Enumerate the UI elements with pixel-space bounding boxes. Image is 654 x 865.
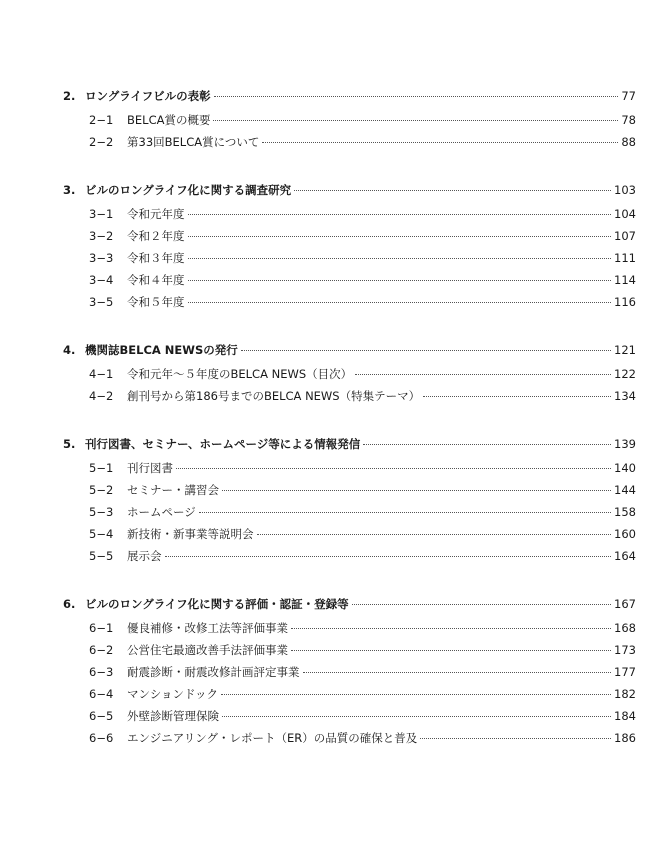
entry-page-number: 114 <box>614 273 636 287</box>
toc-chapter-row <box>63 342 636 366</box>
dot-leader <box>176 468 611 469</box>
entry-page-number: 111 <box>614 251 636 265</box>
entry-number: 5−3 <box>89 505 114 519</box>
entry-title: 令和５年度 <box>127 295 185 309</box>
toc-entry-row <box>63 388 636 410</box>
entry-title: 展示会 <box>127 549 162 563</box>
entry-title: 優良補修・改修工法等評価事業 <box>127 621 288 635</box>
chapter-title: 刊行図書、セミナー、ホームページ等による情報発信 <box>85 437 361 451</box>
chapter-page-number: 121 <box>614 343 636 357</box>
toc-chapter-row <box>63 182 636 206</box>
dot-leader <box>355 374 611 375</box>
entry-number: 5−2 <box>89 483 114 497</box>
toc-entry-row <box>63 294 636 316</box>
entry-page-number: 182 <box>614 687 636 701</box>
entry-number: 3−3 <box>89 251 114 265</box>
entry-number: 6−3 <box>89 665 114 679</box>
toc-chapter-row <box>63 596 636 620</box>
entry-number: 5−5 <box>89 549 114 563</box>
toc-section <box>63 182 636 316</box>
toc-section <box>63 436 636 570</box>
entry-title: 令和元年度 <box>127 207 185 221</box>
entry-number: 2−2 <box>89 135 114 149</box>
entry-title: BELCA賞の概要 <box>127 113 211 127</box>
entry-number: 3−1 <box>89 207 114 221</box>
toc-entry-row <box>63 482 636 504</box>
entry-page-number: 158 <box>614 505 636 519</box>
dot-leader <box>222 716 611 717</box>
chapter-number: 6. <box>63 597 76 611</box>
dot-leader <box>188 302 612 303</box>
dot-leader <box>188 258 612 259</box>
toc-chapter-row <box>63 88 636 112</box>
chapter-number: 4. <box>63 343 76 357</box>
entry-title: 令和３年度 <box>127 251 185 265</box>
dot-leader <box>352 604 611 605</box>
entry-title: セミナー・講習会 <box>127 483 219 497</box>
entry-number: 6−1 <box>89 621 114 635</box>
toc-entry-row <box>63 664 636 686</box>
entry-number: 4−2 <box>89 389 114 403</box>
table-of-contents <box>63 88 636 778</box>
dot-leader <box>188 236 612 237</box>
toc-entry-row <box>63 548 636 570</box>
toc-entry-row <box>63 272 636 294</box>
chapter-number: 2. <box>63 89 76 103</box>
entry-page-number: 164 <box>614 549 636 563</box>
dot-leader <box>291 650 611 651</box>
entry-title: 刊行図書 <box>127 461 173 475</box>
dot-leader <box>420 738 611 739</box>
entry-page-number: 104 <box>614 207 636 221</box>
toc-entry-row <box>63 366 636 388</box>
entry-title: 創刊号から第186号までのBELCA NEWS（特集テーマ） <box>127 389 421 403</box>
chapter-page-number: 103 <box>614 183 636 197</box>
dot-leader <box>363 444 611 445</box>
toc-entry-row <box>63 250 636 272</box>
entry-number: 3−5 <box>89 295 114 309</box>
entry-page-number: 184 <box>614 709 636 723</box>
toc-entry-row <box>63 620 636 642</box>
entry-title: エンジニアリング・レポート（ER）の品質の確保と普及 <box>127 731 418 745</box>
dot-leader <box>188 280 612 281</box>
entry-page-number: 160 <box>614 527 636 541</box>
toc-entry-row <box>63 112 636 134</box>
dot-leader <box>188 214 612 215</box>
dot-leader <box>291 628 611 629</box>
entry-title: 令和元年～５年度のBELCA NEWS（目次） <box>127 367 353 381</box>
dot-leader <box>423 396 611 397</box>
chapter-title: ビルのロングライフ化に関する調査研究 <box>85 183 292 197</box>
entry-page-number: 78 <box>621 113 636 127</box>
entry-page-number: 116 <box>614 295 636 309</box>
entry-title: 令和２年度 <box>127 229 185 243</box>
entry-number: 4−1 <box>89 367 114 381</box>
entry-title: 公営住宅最適改善手法評価事業 <box>127 643 288 657</box>
toc-entry-row <box>63 134 636 156</box>
toc-section <box>63 342 636 410</box>
dot-leader <box>257 534 612 535</box>
entry-page-number: 107 <box>614 229 636 243</box>
chapter-number: 5. <box>63 437 76 451</box>
chapter-title: ビルのロングライフ化に関する評価・認証・登録等 <box>85 597 349 611</box>
toc-entry-row <box>63 504 636 526</box>
dot-leader <box>262 142 618 143</box>
toc-entry-row <box>63 460 636 482</box>
toc-entry-row <box>63 228 636 250</box>
entry-title: マンションドック <box>127 687 219 701</box>
entry-page-number: 134 <box>614 389 636 403</box>
entry-number: 6−6 <box>89 731 114 745</box>
toc-section <box>63 88 636 156</box>
dot-leader <box>213 120 618 121</box>
entry-number: 5−4 <box>89 527 114 541</box>
entry-page-number: 122 <box>614 367 636 381</box>
chapter-page-number: 167 <box>614 597 636 611</box>
entry-number: 6−4 <box>89 687 114 701</box>
chapter-title: 機関誌BELCA NEWSの発行 <box>85 343 238 357</box>
chapter-page-number: 77 <box>621 89 636 103</box>
entry-title: 第33回BELCA賞について <box>127 135 260 149</box>
entry-number: 6−2 <box>89 643 114 657</box>
entry-title: 外壁診断管理保険 <box>127 709 219 723</box>
entry-title: 令和４年度 <box>127 273 185 287</box>
entry-number: 6−5 <box>89 709 114 723</box>
toc-entry-row <box>63 730 636 752</box>
dot-leader <box>214 96 619 97</box>
dot-leader <box>221 694 611 695</box>
entry-page-number: 88 <box>621 135 636 149</box>
dot-leader <box>199 512 611 513</box>
dot-leader <box>241 350 611 351</box>
entry-page-number: 144 <box>614 483 636 497</box>
dot-leader <box>294 190 611 191</box>
entry-title: 耐震診断・耐震改修計画評定事業 <box>127 665 300 679</box>
entry-number: 2−1 <box>89 113 114 127</box>
entry-page-number: 186 <box>614 731 636 745</box>
entry-page-number: 173 <box>614 643 636 657</box>
entry-number: 3−4 <box>89 273 114 287</box>
toc-chapter-row <box>63 436 636 460</box>
toc-entry-row <box>63 686 636 708</box>
dot-leader <box>222 490 611 491</box>
dot-leader <box>303 672 612 673</box>
entry-title: ホームページ <box>127 505 196 519</box>
entry-page-number: 140 <box>614 461 636 475</box>
chapter-title: ロングライフビルの表彰 <box>85 89 211 103</box>
toc-entry-row <box>63 206 636 228</box>
chapter-page-number: 139 <box>614 437 636 451</box>
entry-page-number: 168 <box>614 621 636 635</box>
toc-entry-row <box>63 526 636 548</box>
dot-leader <box>165 556 612 557</box>
entry-title: 新技術・新事業等説明会 <box>127 527 254 541</box>
entry-number: 5−1 <box>89 461 114 475</box>
chapter-number: 3. <box>63 183 76 197</box>
toc-entry-row <box>63 708 636 730</box>
entry-page-number: 177 <box>614 665 636 679</box>
toc-entry-row <box>63 642 636 664</box>
toc-section <box>63 596 636 752</box>
entry-number: 3−2 <box>89 229 114 243</box>
